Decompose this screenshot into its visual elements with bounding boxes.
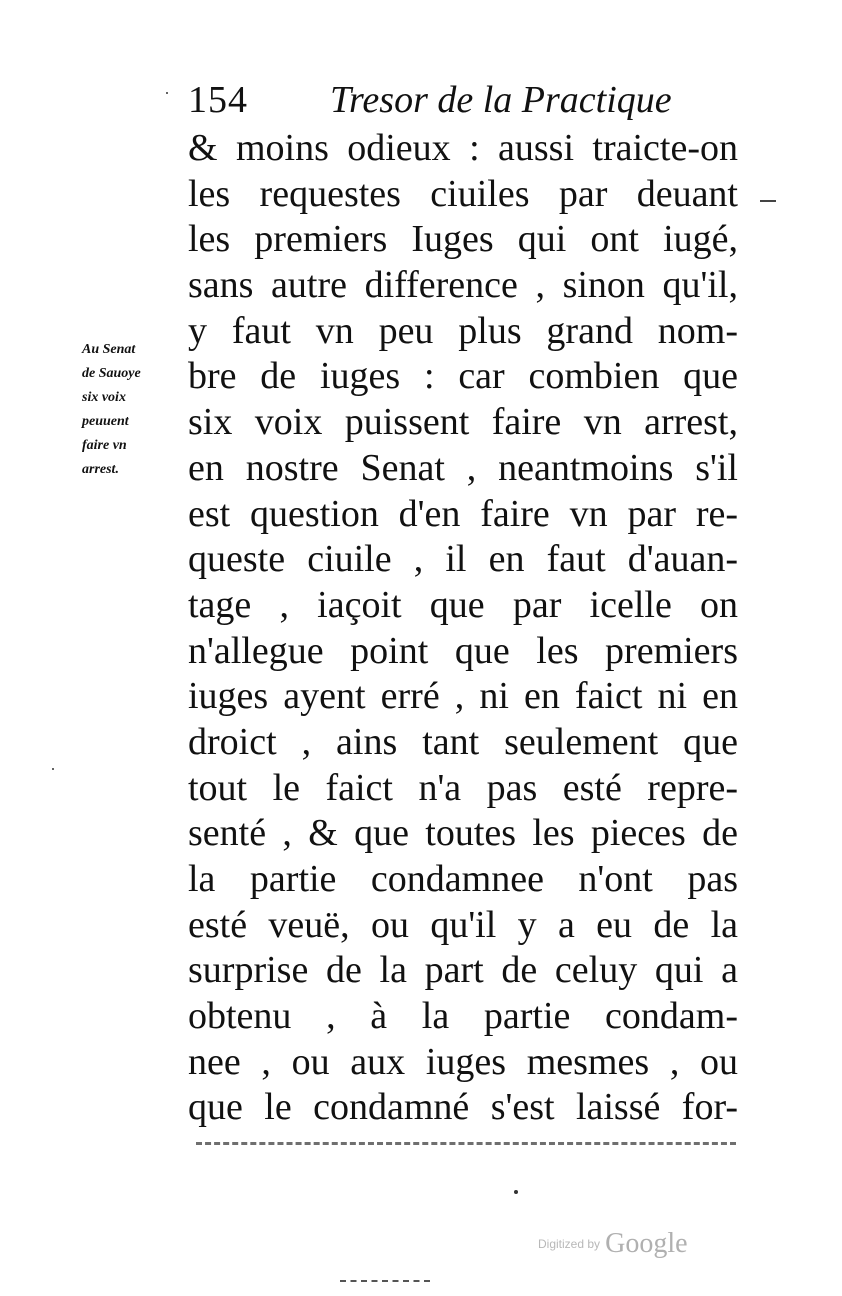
text-line: y faut vn peu plus grand nom-	[188, 309, 738, 352]
text-line: droict , ains tant seulement que	[188, 720, 738, 763]
text-line: les premiers Iuges qui ont iugé,	[188, 218, 738, 261]
marginal-note-line: arrest.	[82, 462, 119, 477]
ink-speck	[52, 768, 54, 770]
text-line: esté veuë, ou qu'il y a eu de la	[188, 903, 738, 946]
ink-speck	[514, 1190, 518, 1194]
text-line: est question d'en faire vn par re-	[188, 492, 738, 535]
marginal-note-line: six voix	[82, 390, 126, 405]
marginal-note-line: faire vn	[82, 438, 127, 453]
digitized-watermark	[538, 1228, 688, 1260]
text-line: six voix puissent faire vn arrest,	[188, 401, 738, 444]
watermark-brand: Google	[605, 1228, 688, 1259]
margin-dash	[760, 200, 776, 202]
text-line: sans autre difference , sinon qu'il,	[188, 264, 738, 307]
text-line: n'allegue point que les premiers	[188, 629, 738, 672]
ink-speck	[166, 92, 168, 94]
text-line: surprise de la part de celuy qui a	[188, 949, 738, 992]
footer-dash	[340, 1280, 430, 1284]
body-text	[188, 126, 738, 1131]
watermark-prefix: Digitized by	[538, 1237, 601, 1251]
text-line: bre de iuges : car combien que	[188, 355, 738, 398]
page-number: 154	[188, 79, 248, 121]
text-line: la partie condamnee n'ont pas	[188, 858, 738, 900]
text-line: obtenu , à la partie condam-	[188, 995, 738, 1038]
text-line: iuges ayent erré , ni en faict ni en	[188, 675, 738, 718]
text-line: nee , ou aux iuges mesmes , ou	[188, 1040, 738, 1083]
marginal-note	[82, 338, 172, 482]
text-line: senté , & que toutes les pieces de	[188, 812, 738, 855]
running-title: Tresor de la Practique	[330, 79, 672, 121]
text-line: & moins odieux : aussi traicte-on	[188, 127, 738, 169]
page-bottom-smudge	[196, 1142, 736, 1155]
text-line: tout le faict n'a pas esté repre-	[188, 766, 738, 809]
marginal-note-line: peuuent	[82, 414, 129, 429]
marginal-note-line: Au Senat	[82, 342, 136, 357]
text-line: que le condamné s'est laissé for-	[188, 1086, 738, 1129]
text-line: en nostre Senat , neantmoins s'il	[188, 446, 738, 489]
marginal-note-line: de Sauoye	[82, 366, 141, 381]
text-line: queste ciuile , il en faut d'auan-	[188, 538, 738, 581]
text-line: tage , iaçoit que par icelle on	[188, 583, 738, 626]
text-line: les requestes ciuiles par deuant	[188, 172, 738, 215]
page-header	[188, 78, 672, 128]
